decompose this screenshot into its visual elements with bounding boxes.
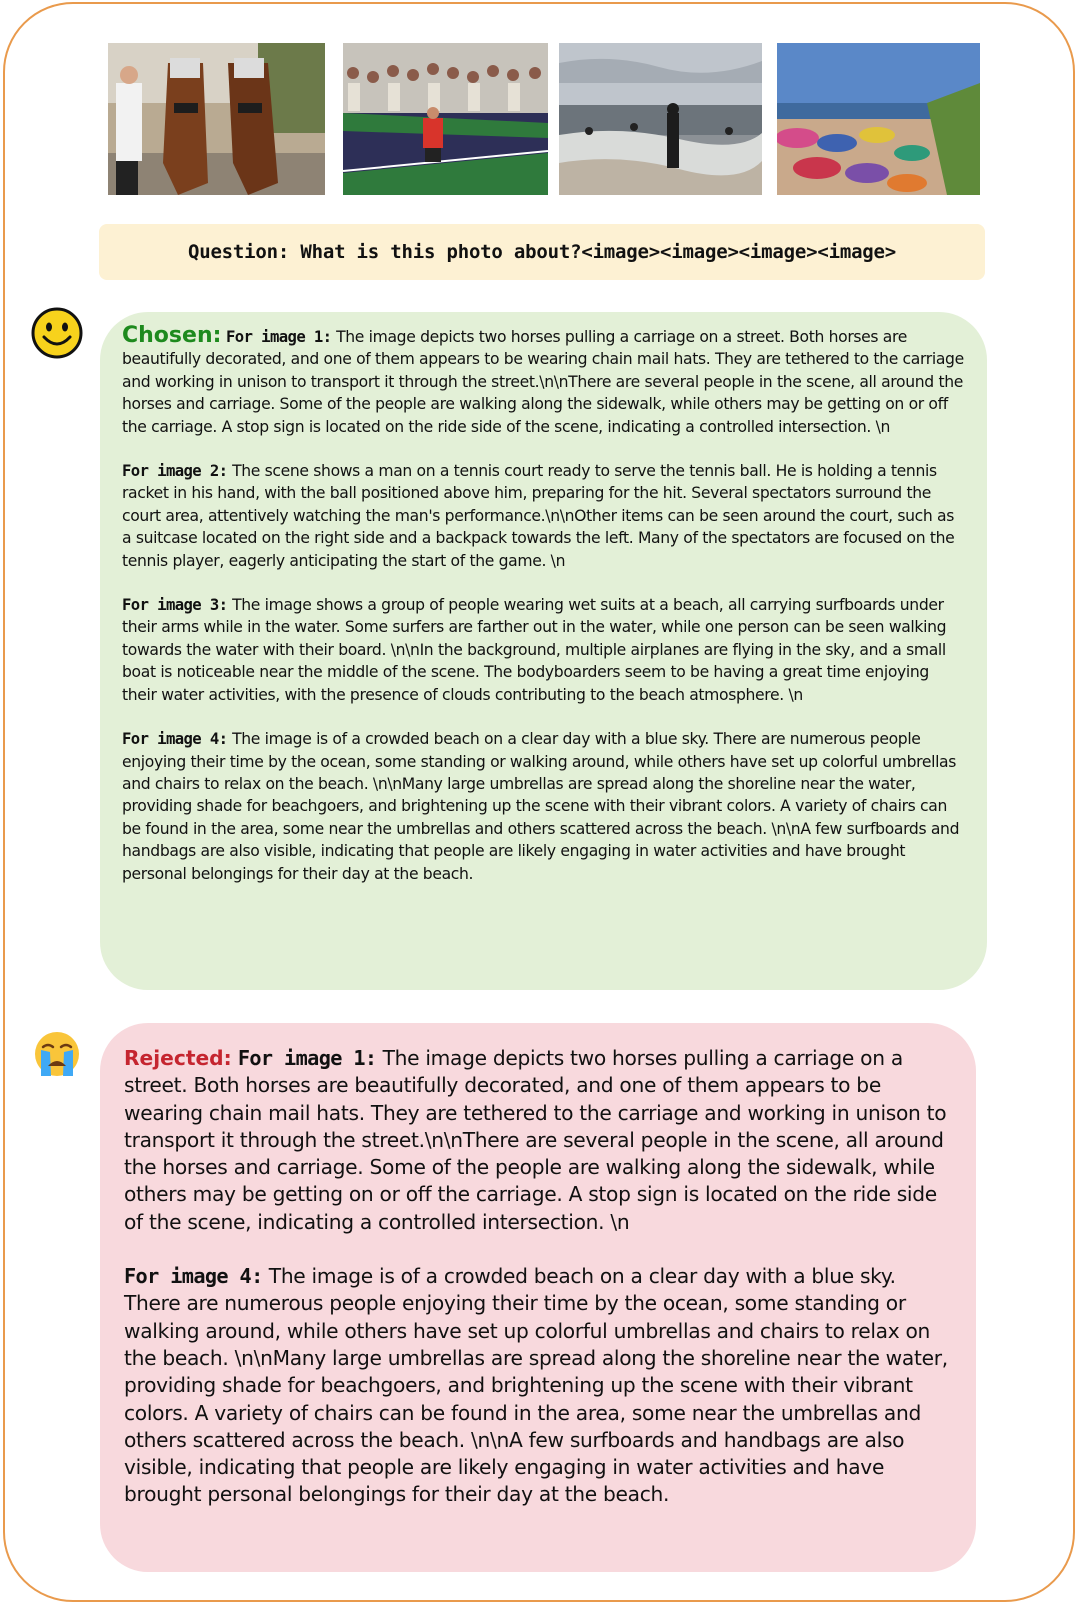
chosen-response [100, 312, 987, 990]
rejected-response [100, 1023, 976, 1572]
chosen-section-1 [122, 325, 967, 438]
chosen-tag: Chosen: [122, 323, 222, 348]
rejected-section-1 [124, 1045, 956, 1236]
section-label: For image 2: [122, 462, 228, 481]
rejected-section-2 [124, 1263, 956, 1509]
tennis-court-photo [343, 43, 548, 195]
section-text: The image is of a crowded beach on a clear day with a blue sky. There are numerous people enjoying their time by the ocean, some standing or walking around, while others have set up colorful umbrellas and chairs to relax on the beach. \n\nMany large umbrellas are spread along the shoreline near the water, providing shade for beachgoers, and brightening up the scene with their vibrant colors. A variety of chairs can be found in the area, some near the umbrellas and others scattered across the beach. \n\nA few surfboards and handbags are also visible, indicating that people are likely engaging in water activities and have brought personal belongings for their day at the beach. [124, 1264, 948, 1507]
surfers-beach-photo [559, 43, 762, 195]
carriage-horses-photo [108, 43, 325, 195]
question-box [99, 224, 985, 280]
crowded-beach-photo [777, 43, 980, 195]
crying-face-icon [31, 1030, 83, 1078]
rejected-tag: Rejected: [124, 1046, 232, 1070]
section-text: The image is of a crowded beach on a clear day with a blue sky. There are numerous people enjoying their time by the ocean, some standing or walking around, while others have set up colorful umbrellas and chairs to relax on the beach. \n\nMany large umbrellas are spread along the shoreline near the water, providing shade for beachgoers, and brightening up the scene with their vibrant colors. A variety of chairs can be found in the area, some near the umbrellas and others scattered across the beach. \n\nA few surfboards and handbags are also visible, indicating that people are likely engaging in water activities and have brought personal belongings for their day at the beach. [122, 730, 960, 883]
smiley-face-icon [31, 307, 83, 359]
section-text: The image depicts two horses pulling a carriage on a street. Both horses are beautifully decorated, and one of them appears to be wearing chain mail hats. They are tethered to the carriage and working in unison to transport it through the street.\n\nThere are several people in the scene, all around the horses and carriage. Some of the people are walking along the sidewalk, while others may be getting on or off the carriage. A stop sign is located on the ride side of the scene, indicating a controlled intersection. \n [124, 1046, 947, 1234]
chosen-section-2 [122, 460, 967, 572]
section-label: For image 1: [237, 1046, 377, 1070]
section-label: For image 4: [124, 1264, 263, 1289]
section-text: The image depicts two horses pulling a carriage on a street. Both horses are beautifully decorated, and one of them appears to be wearing chain mail hats. They are tethered to the carriage and working in unison to transport it through the street.\n\nThere are several people in the scene, all around the horses and carriage. Some of the people are walking along the sidewalk, while others may be getting on or off the carriage. A stop sign is located on the ride side of the scene, indicating a controlled intersection. \n [122, 328, 964, 436]
section-text: The scene shows a man on a tennis court ready to serve the tennis ball. He is holding a tennis racket in his hand, with the ball positioned above him, preparing for the hit. Several spectators surround the court area, attentively watching the man's performance.\n\nOther items can be seen around the court, such as a suitcase located on the right side and a backpack towards the left. Many of the spectators are focused on the tennis player, eagerly anticipating the start of the game. \n [122, 462, 955, 570]
section-label: For image 4: [122, 730, 228, 749]
chosen-section-4 [122, 728, 967, 885]
section-label: For image 1: [226, 328, 332, 346]
section-label: For image 3: [122, 596, 228, 615]
chosen-section-3 [122, 594, 967, 706]
question-text: Question: What is this photo about?<image><image><image><image> [187, 241, 897, 263]
section-text: The image shows a group of people wearing wet suits at a beach, all carrying surfboards under their arms while in the water. Some surfers are farther out in the water, while one person can be seen walking towards the water with their board. \n\nIn the background, multiple airplanes are flying in the sky, and a small boat is noticeable near the middle of the scene. The bodyboarders seem to be having a great time enjoying their water activities, with the presence of clouds contributing to the beach atmosphere. \n [122, 596, 947, 704]
